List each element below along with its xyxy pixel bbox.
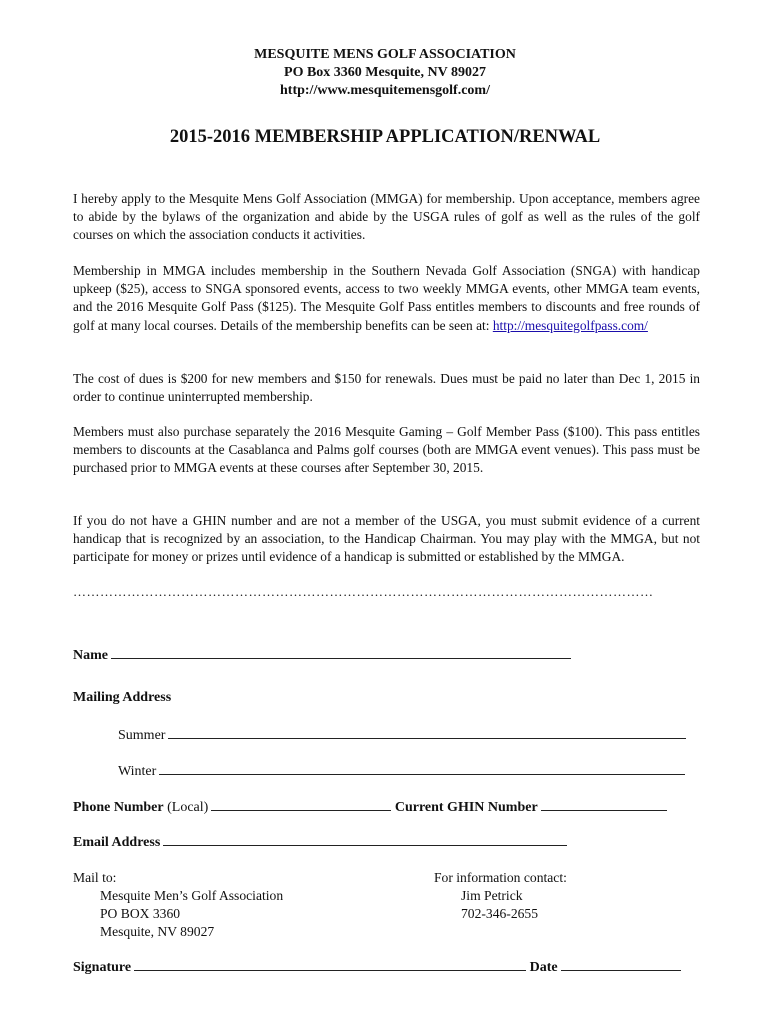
paragraph-application: I hereby apply to the Mesquite Mens Golf Association (MMGA) for membership. Upon acceptance, members agree to abide by the bylaws of the organization and abide by the USGA rules of golf as well as the rules of the golf courses on which the association conducts it activities. [73,191,700,243]
contact-phone: 702-346-2655 [461,906,539,921]
ghin-input-line[interactable] [541,798,667,811]
mail-to-block [73,869,283,941]
org-name: MESQUITE MENS GOLF ASSOCIATION [254,47,516,62]
paragraph-handicap: If you do not have a GHIN number and are not a member of the USGA, you must submit evidence of a current handicap that is recognized by an association, to the Handicap Chairman. You may play with the MMGA, but not participate for money or prizes until evidence of a handicap is submitted or established by the MMGA. [73,513,700,565]
summer-label: Summer [118,728,166,743]
paragraph-membership-benefits [73,262,700,335]
signature-date-row [73,958,681,976]
golf-pass-link[interactable]: http://mesquitegolfpass.com/ [492,317,648,333]
ghin-label: Current GHIN Number [394,800,538,815]
email-label: Email Address [73,835,161,850]
signature-label: Signature [73,960,132,975]
name-label: Name [73,648,108,663]
mail-to-line1: Mesquite Men’s Golf Association [100,888,284,903]
email-input-line[interactable] [163,833,567,846]
summer-address-field [118,726,686,744]
benefits-text: Membership in MMGA includes membership in the Southern Nevada Golf Association (SNGA) with handicap upkeep ($25), access to SNGA sponsored events, access to two weekly MMGA events, other MMGA team events, and the 2016 Mesquite Golf Pass ($125). The Mesquite Golf Pass entitles members to discounts and free rounds of golf at many local courses. Details of the membership benefits can be seen at: [73,263,700,333]
winter-address-input-line[interactable] [159,762,685,775]
org-address: PO Box 3360 Mesquite, NV 89027 [284,65,486,80]
contact-heading: For information contact: [434,870,567,885]
phone-ghin-row [73,798,667,816]
summer-address-input-line[interactable] [168,726,686,739]
name-field [73,646,571,664]
phone-local-label: (Local) [167,800,209,815]
contact-block [434,869,567,923]
mailing-address-heading [73,690,171,706]
name-input-line[interactable] [111,646,571,659]
org-website: http://www.mesquitemensgolf.com/ [280,83,490,98]
signature-input-line[interactable] [134,958,526,971]
dotted-separator: ………………………………………………………………………………………………………………… [73,584,654,599]
phone-label: Phone Number [73,800,164,815]
mailing-address-label: Mailing Address [73,690,172,705]
winter-address-field [118,762,685,780]
date-input-line[interactable] [561,958,681,971]
mail-to-line2: PO BOX 3360 [100,906,181,921]
mail-to-line3: Mesquite, NV 89027 [100,924,215,939]
email-field [73,833,567,851]
paragraph-dues: The cost of dues is $200 for new members and $150 for renewals. Dues must be paid no later than Dec 1, 2015 in order to continue uninterrupted membership. [73,371,700,405]
date-label: Date [529,960,558,975]
paragraph-gaming-pass: Members must also purchase separately the 2016 Mesquite Gaming – Golf Member Pass ($100). This pass entitles members to discounts at the Casablanca and Palms golf courses (both are MMGA event venues). This pass must be purchased prior to MMGA events at these courses after September 30, 2015. [73,424,700,476]
document-title: 2015-2016 MEMBERSHIP APPLICATION/RENWAL [169,127,601,147]
mail-to-heading: Mail to: [73,870,117,885]
letterhead [0,46,770,100]
contact-name: Jim Petrick [461,888,523,903]
phone-input-line[interactable] [211,798,391,811]
winter-label: Winter [118,764,157,779]
